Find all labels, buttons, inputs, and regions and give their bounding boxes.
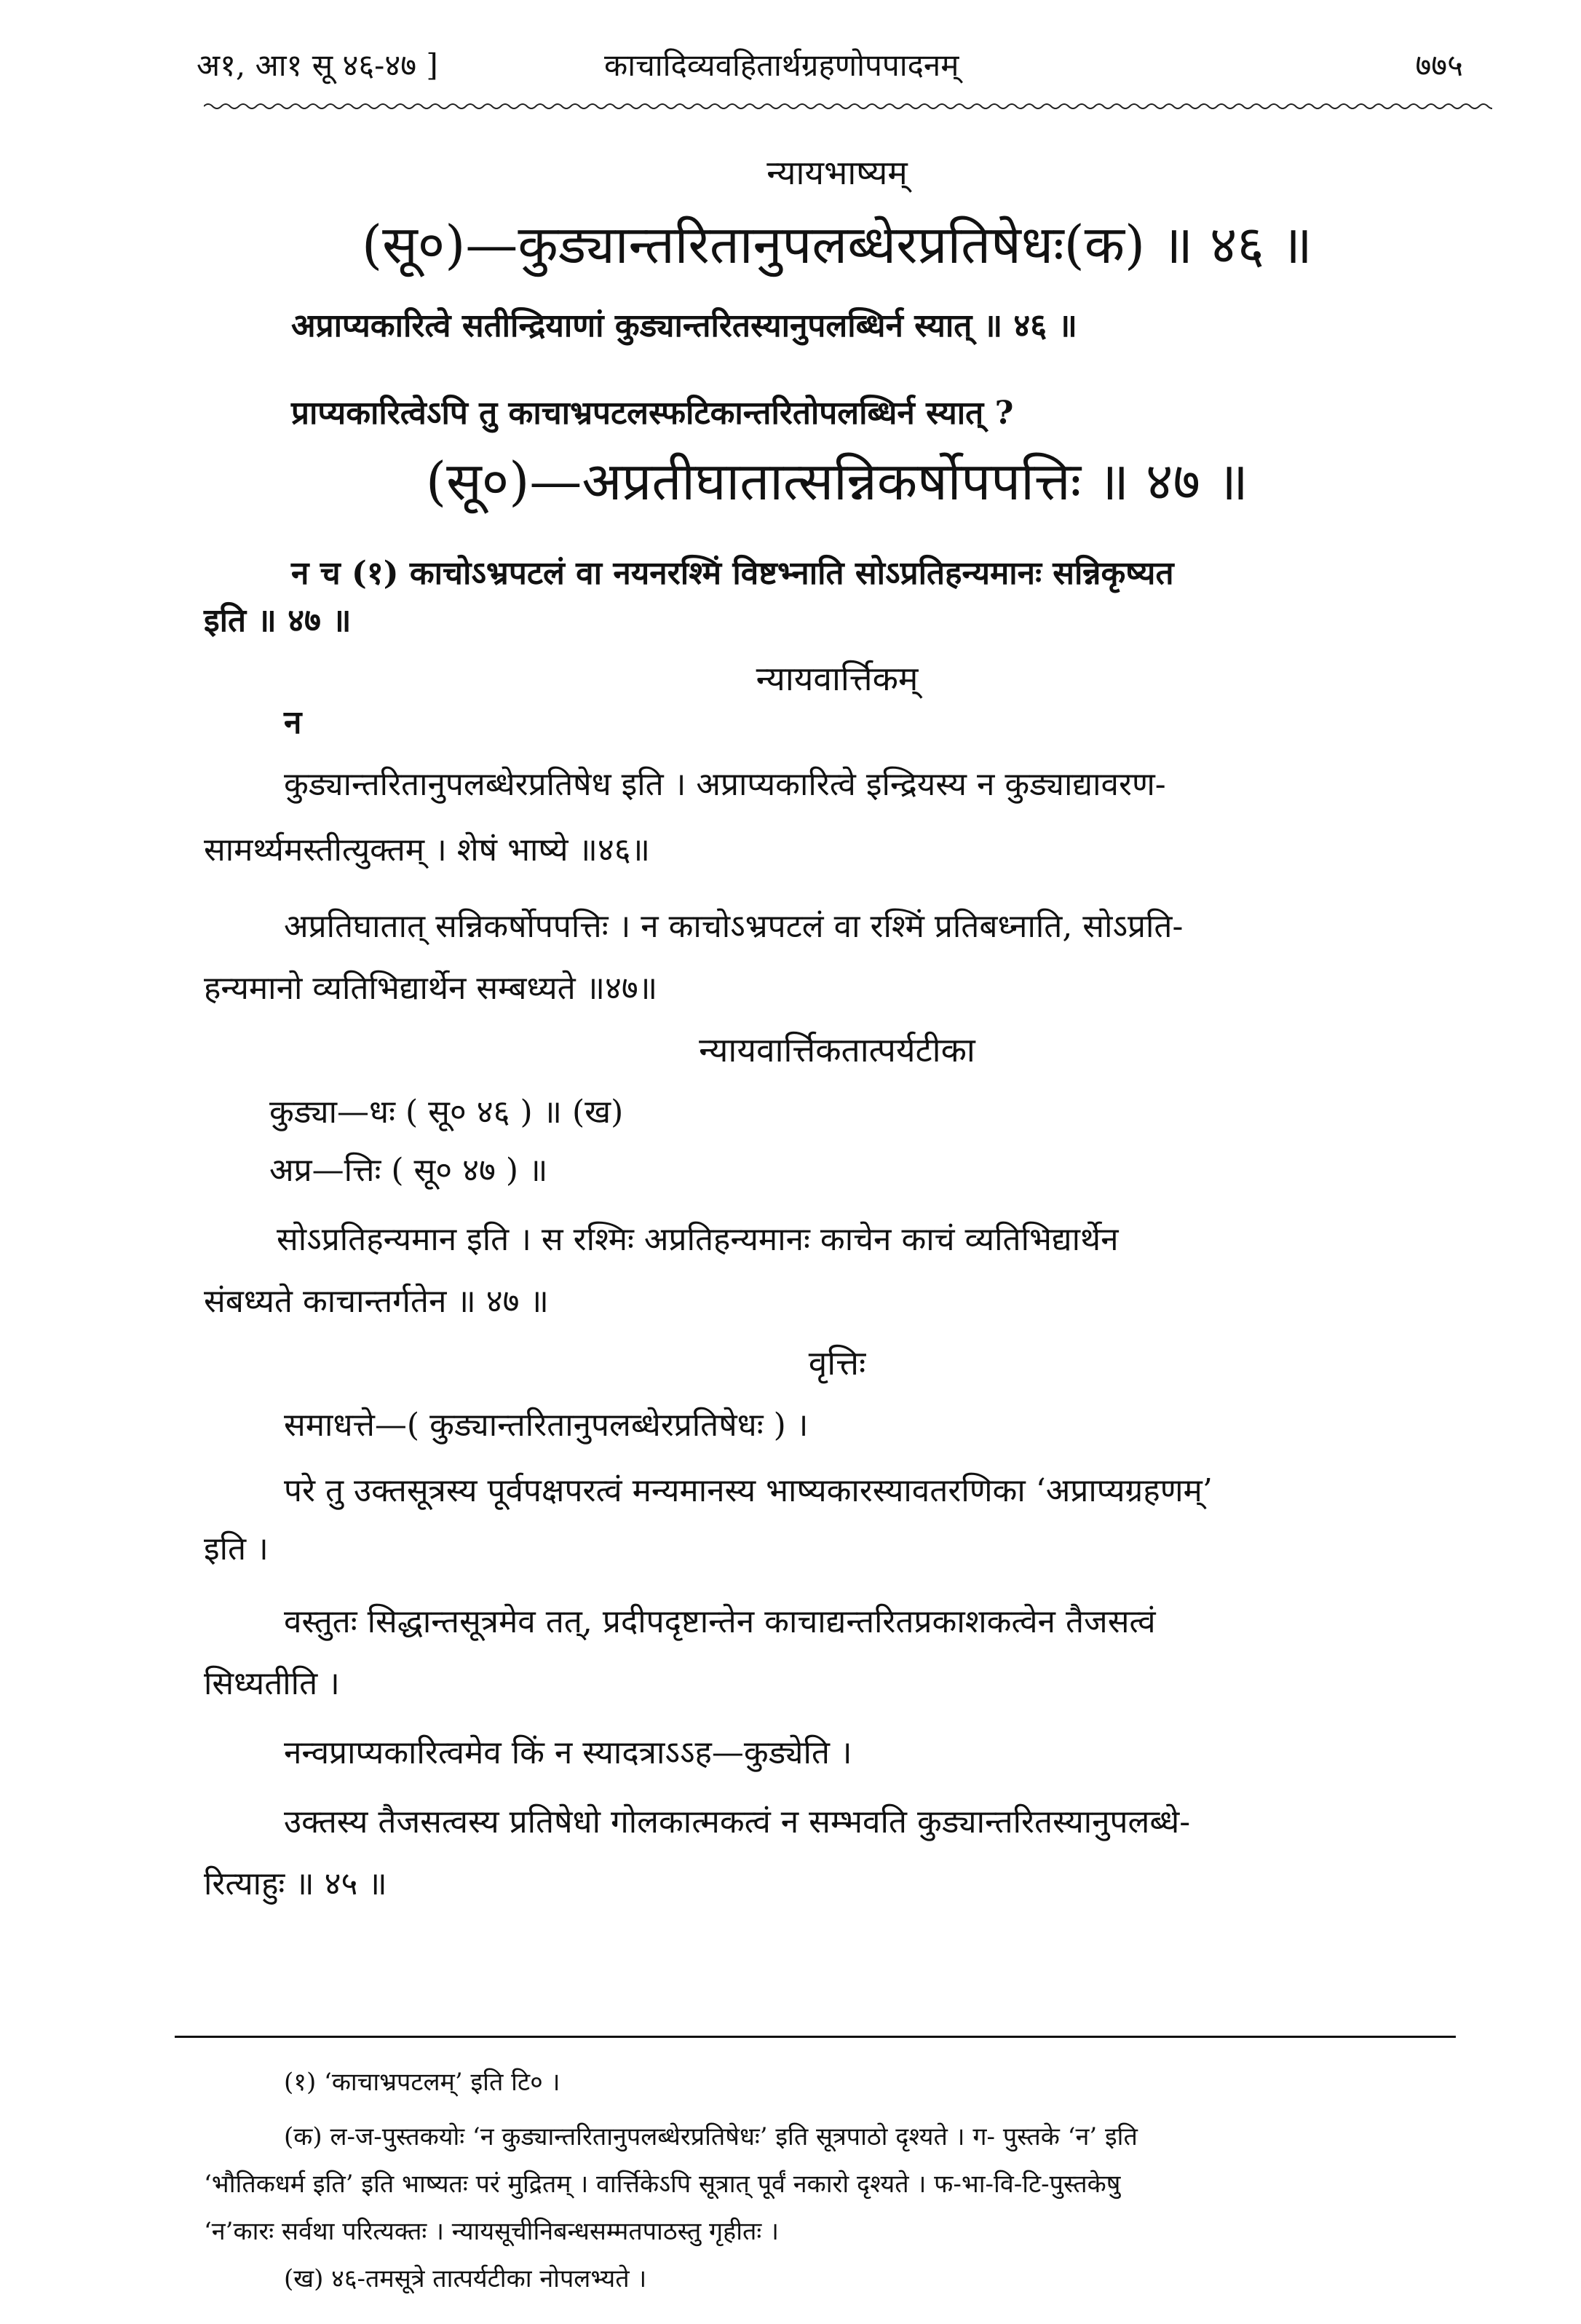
page-number: ७७५: [1415, 47, 1463, 83]
vartika-p2b: हन्यमानो व्यतिभिद्यार्थेन सम्बध्यते ॥४७॥: [204, 970, 658, 1007]
footnote-kha: (ख) ४६-तमसूत्रे तात्पर्यटीका नोपलभ्यते ।: [284, 2264, 647, 2293]
vritti-line-2a: परे तु उक्तसूत्रस्य पूर्वपक्षपरत्वं मन्यमानस्य भाष्यकारस्यावतरणिका ‘अप्राप्यग्रहणम्’: [284, 1472, 1213, 1509]
vartika-p1a: कुड्यान्तरितानुपलब्धेरप्रतिषेध इति । अप्राप्यकारित्वे इन्द्रियस्य न कुड्याद्यावरण-: [284, 766, 1166, 803]
vritti-line-5a: उक्तस्य तैजसत्वस्य प्रतिषेधो गोलकात्मकत्वं न सम्भवति कुड्यान्तरितस्यानुपलब्धे-: [284, 1803, 1191, 1841]
tatparya-line-3b: संबध्यते काचान्तर्गतेन ॥ ४७ ॥: [204, 1283, 549, 1320]
vritti-line-2b: इति ।: [204, 1530, 269, 1568]
footnote-divider: [175, 2036, 1456, 2038]
bhashya-line-1: अप्राप्यकारित्वे सतीन्द्रियाणां कुड्यान्तरितस्यानुपलब्धिर्न स्यात् ॥ ४६ ॥: [291, 307, 1077, 344]
footnote-ka-line-3: ‘न’कारः सर्वथा परित्यक्तः । न्यायसूचीनिबन्धसम्मतपाठस्तु गृहीतः ।: [204, 2217, 779, 2246]
nyayavartika-heading: न्यायवार्त्तिकम्: [756, 659, 919, 698]
tatparya-line-1: कुड्या—धः ( सू० ४६ ) ॥ (ख): [269, 1094, 624, 1131]
footnote-1: (१) ‘काचाभ्रपटलम्’ इति टि० ।: [284, 2068, 560, 2097]
header-title: काचादिव्यवहितार्थग्रहणोपपादनम्: [604, 47, 959, 83]
bhashya-line-3b: इति ॥ ४७ ॥: [204, 602, 352, 639]
header-section-ref: अ१, आ१ सू ४६-४७ ]: [197, 47, 438, 83]
vritti-line-3a: वस्तुतः सिद्धान्तसूत्रमेव तत्, प्रदीपदृष्टान्तेन काचाद्यन्तरितप्रकाशकत्वेन तैजसत्वं: [284, 1603, 1156, 1640]
vritti-heading: वृत्तिः: [808, 1343, 866, 1383]
vritti-line-3b: सिध्यतीति ।: [204, 1665, 340, 1702]
bhashya-line-2: प्राप्यकारित्वेऽपि तु काचाभ्रपटलस्फटिकान्तरितोपलब्धिर्न स्यात् ?: [291, 395, 1014, 432]
vartika-na: न: [284, 704, 302, 741]
vartika-p2a: अप्रतिघातात् सन्निकर्षोपपत्तिः । न काचोऽभ्रपटलं वा रश्मिं प्रतिबध्नाति, सोऽप्रति-: [284, 908, 1184, 945]
tatparya-line-3a: सोऽप्रतिहन्यमान इति । स रश्मिः अप्रतिहन्यमानः काचेन काचं व्यतिभिद्यार्थेन: [277, 1221, 1119, 1258]
tatparya-line-2: अप्र—त्तिः ( सू० ४७ ) ॥: [269, 1152, 548, 1189]
footnote-ka-line-1: (क) ल-ज-पुस्तकयोः ‘न कुड्यान्तरितानुपलब्धेरप्रतिषेधः’ इति सूत्रपाठो दृश्यते । ग- पुस्तके ‘न’ इति: [284, 2122, 1138, 2151]
vritti-line-4: नन्वप्राप्यकारित्वमेव किं न स्यादत्राऽऽह—कुड्येति ।: [284, 1734, 852, 1771]
footnote-ka-line-2: ‘भौतिकधर्म इति’ इति भाष्यतः परं मुद्रितम् । वार्त्तिकेऽपि सूत्रात् पूर्वं नकारो दृश्यते । फ-भा-वि-टि-पुस्तकेषु: [204, 2170, 1121, 2199]
sutra-47: (सू०)—अप्रतीघातात्सन्निकर्षोपपत्तिः ॥ ४७ ॥: [426, 451, 1248, 512]
running-header: [197, 44, 1463, 95]
nyayabhashya-heading: न्यायभाष्यम्: [766, 153, 908, 192]
vritti-line-1: समाधत्ते—( कुड्यान्तरितानुपलब्धेरप्रतिषेधः ) ।: [284, 1407, 809, 1444]
wavy-header-rule: [204, 99, 1492, 114]
bhashya-line-3a: न च (१) काचोऽभ्रपटलं वा नयनरश्मिं विष्टभ्नाति सोऽप्रतिहन्यमानः सन्निकृष्यत: [291, 555, 1174, 592]
vritti-line-5b: रित्याहुः ॥ ४५ ॥: [204, 1865, 387, 1902]
sutra-46: (सू०)—कुड्यान्तरितानुपलब्धेरप्रतिषेधः(क) ॥ ४६ ॥: [362, 214, 1312, 275]
tatparya-heading: न्यायवार्त्तिकतात्पर्यटीका: [699, 1030, 975, 1070]
vartika-p1b: सामर्थ्यमस्तीत्युक्तम् । शेषं भाष्ये ॥४६॥: [204, 831, 651, 869]
